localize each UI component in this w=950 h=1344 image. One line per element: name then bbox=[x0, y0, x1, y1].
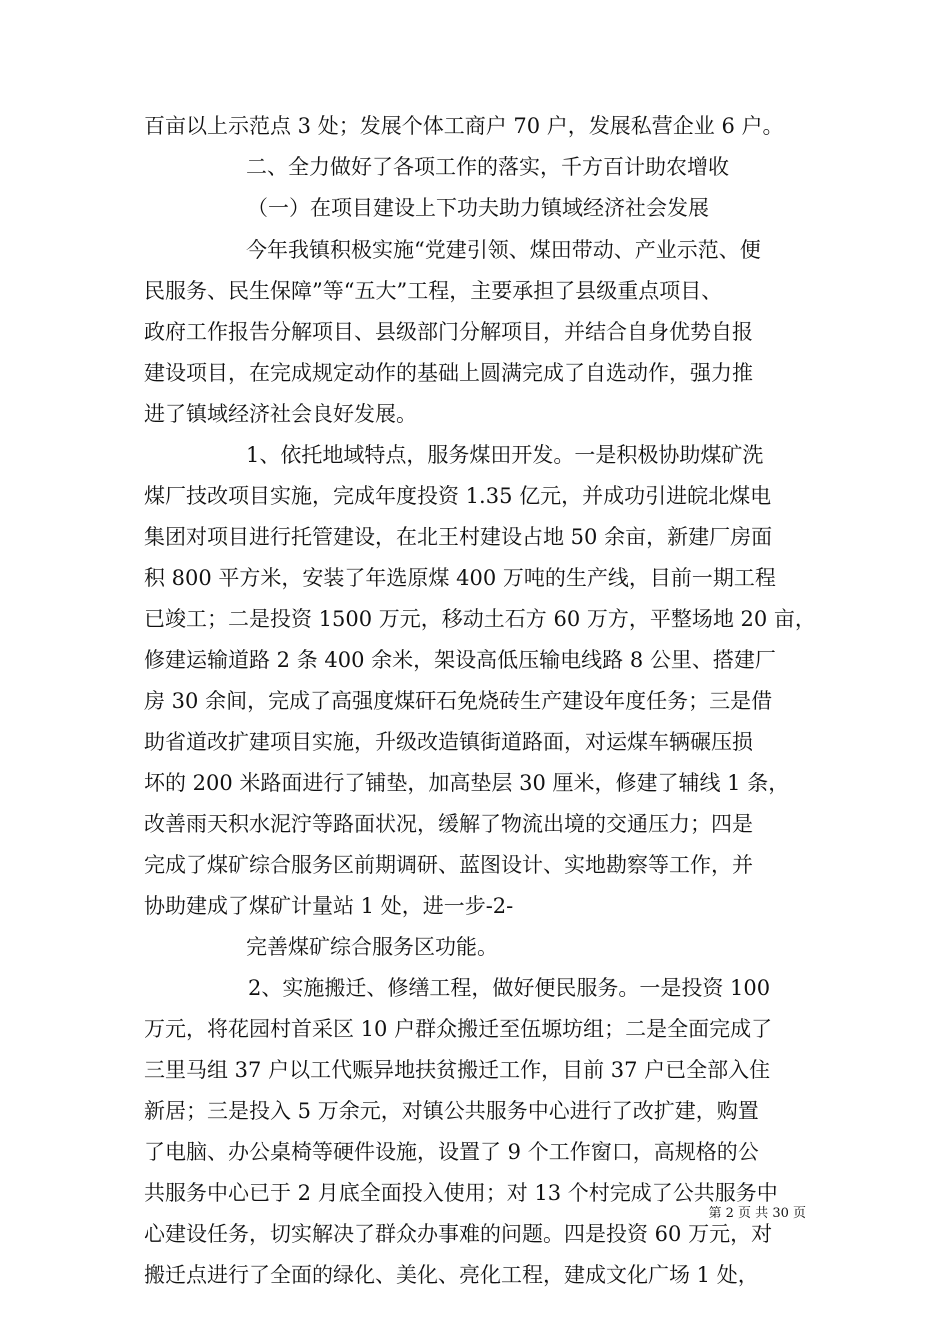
text-line: 万元，将花园村首采区 10 户群众搬迁至伍塬坊组；二是全面完成了 bbox=[144, 1017, 773, 1041]
text-line: 修建运输道路 2 条 400 余米，架设高低压输电线路 8 公里、搭建厂 bbox=[144, 648, 776, 672]
text-line: 心建设任务，切实解决了群众办事难的问题。四是投资 60 万元，对 bbox=[144, 1222, 773, 1246]
text-line: 1、依托地域特点，服务煤田开发。一是积极协助煤矿洗 bbox=[246, 443, 764, 467]
text-line: 积 800 平方米，安装了年选原煤 400 万吨的生产线，目前一期工程 bbox=[144, 566, 776, 590]
text-line: 共服务中心已于 2 月底全面投入使用；对 13 个村完成了公共服务中 bbox=[144, 1181, 778, 1205]
text-line: 已竣工；二是投资 1500 万元，移动土石方 60 万方，平整场地 20 亩， bbox=[144, 607, 816, 631]
text-line: 了电脑、办公桌椅等硬件设施，设置了 9 个工作窗口，高规格的公 bbox=[144, 1140, 759, 1164]
text-line: 民服务、民生保障”等“五大”工程，主要承担了县级重点项目、 bbox=[144, 279, 723, 303]
text-line: 2、实施搬迁、修缮工程，做好便民服务。一是投资 100 bbox=[248, 976, 771, 1000]
section-heading: 二、全力做好了各项工作的落实，千方百计助农增收 bbox=[246, 155, 729, 179]
text-line: 搬迁点进行了全面的绿化、美化、亮化工程，建成文化广场 1 处， bbox=[144, 1263, 759, 1287]
text-line: 煤厂技改项目实施，完成年度投资 1.35 亿元，并成功引进皖北煤电 bbox=[144, 484, 772, 508]
text-line: 助省道改扩建项目实施，升级改造镇街道路面，对运煤车辆碾压损 bbox=[144, 730, 753, 754]
text-line: 完成了煤矿综合服务区前期调研、蓝图设计、实地勘察等工作，并 bbox=[144, 853, 753, 877]
subsection-heading: （一）在项目建设上下功夫助力镇域经济社会发展 bbox=[247, 196, 709, 220]
text-line: 政府工作报告分解项目、县级部门分解项目，并结合自身优势自报 bbox=[144, 320, 753, 344]
text-line: 建设项目，在完成规定动作的基础上圆满完成了自选动作，强力推 bbox=[144, 361, 753, 385]
text-line: 集团对项目进行托管建设，在北王村建设占地 50 余亩，新建厂房面 bbox=[144, 525, 773, 549]
text-line: 新居；三是投入 5 万余元，对镇公共服务中心进行了改扩建，购置 bbox=[144, 1099, 759, 1123]
text-line: 协助建成了煤矿计量站 1 处，进一步-2- bbox=[144, 894, 514, 918]
text-line: 进了镇域经济社会良好发展。 bbox=[144, 402, 417, 426]
text-line: 百亩以上示范点 3 处；发展个体工商户 70 户，发展私营企业 6 户。 bbox=[144, 114, 784, 138]
text-line: 坏的 200 米路面进行了铺垫，加高垫层 30 厘米，修建了辅线 1 条， bbox=[144, 771, 790, 795]
page-number: 第 2 页 共 30 页 bbox=[708, 1206, 806, 1221]
text-line: 三里马组 37 户以工代赈异地扶贫搬迁工作，目前 37 户已全部入住 bbox=[144, 1058, 771, 1082]
text-line: 完善煤矿综合服务区功能。 bbox=[246, 935, 498, 959]
text-line: 房 30 余间，完成了高强度煤矸石免烧砖生产建设年度任务；三是借 bbox=[144, 689, 773, 713]
text-line: 改善雨天积水泥泞等路面状况，缓解了物流出境的交通压力；四是 bbox=[144, 812, 753, 836]
text-line: 今年我镇积极实施“党建引领、煤田带动、产业示范、便 bbox=[246, 238, 761, 262]
